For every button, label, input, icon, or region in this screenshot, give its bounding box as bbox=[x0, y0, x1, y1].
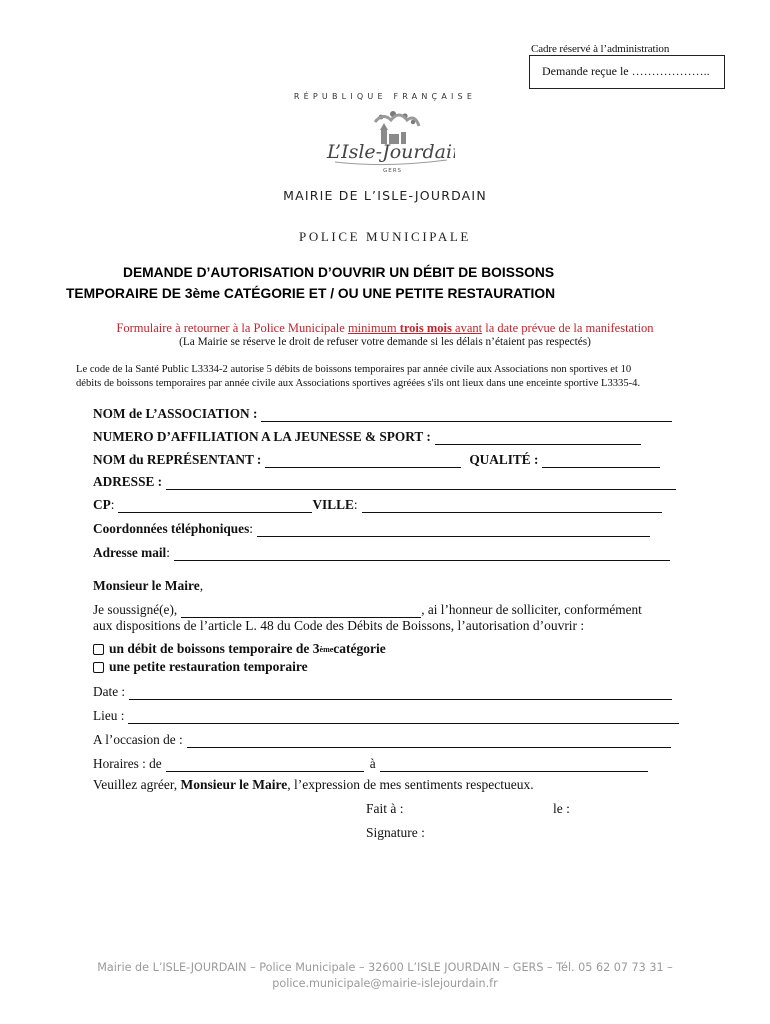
mairie-heading: MAIRIE DE L’ISLE-JOURDAIN bbox=[283, 188, 487, 203]
form-title-line-1: DEMANDE D’AUTORISATION D’OUVRIR UN DÉBIT DE BOISSONS bbox=[123, 265, 555, 280]
ville-separator: : bbox=[353, 497, 358, 512]
closing-bold: Monsieur le Maire bbox=[180, 777, 288, 792]
footer-email: police.municipale@mairie-islejourdain.fr bbox=[272, 977, 498, 990]
option-petite-restauration[interactable] bbox=[93, 659, 308, 675]
logo-mark-icon bbox=[325, 106, 455, 174]
association-label: NOM de L’ASSOCIATION : bbox=[93, 406, 258, 421]
cp-input[interactable] bbox=[118, 499, 312, 513]
option-1-start: un débit de boissons temporaire de 3 bbox=[109, 641, 320, 656]
republique-francaise: RÉPUBLIQUE FRANÇAISE bbox=[293, 92, 477, 101]
option-debit-boissons[interactable] bbox=[93, 641, 386, 657]
lieu-input[interactable] bbox=[128, 710, 679, 724]
cp-separator: : bbox=[110, 497, 115, 512]
ville-input[interactable] bbox=[362, 499, 662, 513]
form-title-line-2: TEMPORAIRE DE 3ème CATÉGORIE ET / OU UNE PETITE RESTAURATION bbox=[66, 286, 556, 301]
option-1-sup: ème bbox=[319, 644, 334, 654]
refusal-notice: (La Mairie se réserve le droit de refuser votre demande si les délais n’étaient pas respectés) bbox=[179, 336, 591, 348]
option-1-end: catégorie bbox=[333, 641, 386, 656]
adresse-field bbox=[93, 472, 676, 490]
salutation-text: Monsieur le Maire bbox=[93, 578, 200, 593]
code-text-line-2: débits de boissons temporaires par année civile aux Associations sportives agréées s'ils ont lieux dans une enceinte sportive L3335-4. bbox=[76, 378, 641, 389]
association-field bbox=[93, 404, 672, 422]
qualite-label: QUALITÉ : bbox=[469, 452, 539, 467]
fait-a-label: Fait à : bbox=[366, 801, 404, 816]
date-label: Date : bbox=[93, 684, 126, 699]
occasion-field bbox=[93, 730, 671, 748]
horaires-field bbox=[93, 754, 648, 772]
admin-caption: Cadre réservé à l’administration bbox=[531, 43, 670, 55]
horaires-a-label: à bbox=[369, 756, 376, 771]
soussigne-line bbox=[93, 600, 642, 618]
checkbox-debit-boissons[interactable] bbox=[93, 644, 104, 655]
soussigne-start: Je soussigné(e), bbox=[93, 602, 178, 617]
deadline-notice bbox=[0, 321, 770, 336]
telephone-label: Coordonnées téléphoniques bbox=[93, 521, 250, 536]
horaires-to-input[interactable] bbox=[380, 758, 648, 772]
closing-start: Veuillez agréer, bbox=[93, 777, 181, 792]
admin-box bbox=[529, 55, 725, 89]
svg-text:L’Isle-Jourdain: L’Isle-Jourdain bbox=[327, 141, 455, 163]
closing-end: , l’expression de mes sentiments respectueux. bbox=[287, 777, 534, 792]
email-input[interactable] bbox=[174, 547, 670, 561]
telephone-field bbox=[93, 519, 650, 537]
adresse-input[interactable] bbox=[166, 476, 676, 490]
association-input[interactable] bbox=[261, 408, 672, 422]
qualite-input[interactable] bbox=[542, 454, 660, 468]
occasion-label: A l’occasion de : bbox=[93, 732, 183, 747]
horaires-label: Horaires : de bbox=[93, 756, 162, 771]
signature-label: Signature : bbox=[366, 825, 425, 840]
le-label: le : bbox=[553, 801, 570, 816]
notice-avant: avant bbox=[455, 321, 483, 335]
cp-label: CP bbox=[93, 497, 111, 512]
police-heading: POLICE MUNICIPALE bbox=[299, 229, 471, 244]
salutation-comma: , bbox=[199, 578, 204, 593]
checkbox-petite-restauration[interactable] bbox=[93, 662, 104, 673]
lieu-field bbox=[93, 706, 679, 724]
ville-label: VILLE bbox=[312, 497, 354, 512]
affiliation-label: NUMERO D’AFFILIATION A LA JEUNESSE & SPORT : bbox=[93, 429, 431, 444]
date-field bbox=[93, 682, 672, 700]
option-2-label: une petite restauration temporaire bbox=[109, 659, 308, 674]
affiliation-field bbox=[93, 427, 641, 445]
received-date-text: Demande reçue le ……………….. bbox=[542, 64, 710, 78]
soussigne-name-input[interactable] bbox=[181, 604, 421, 618]
notice-trois-mois: trois mois bbox=[399, 321, 452, 335]
cp-ville-field bbox=[93, 495, 662, 513]
representant-input[interactable] bbox=[265, 454, 461, 468]
telephone-input[interactable] bbox=[257, 523, 650, 537]
dispositions-text: aux dispositions de l’article L. 48 du Code des Débits de Boissons, l’autorisation d’ouvrir : bbox=[93, 618, 585, 633]
occasion-input[interactable] bbox=[187, 734, 671, 748]
svg-text:GERS: GERS bbox=[383, 168, 403, 174]
lieu-label: Lieu : bbox=[93, 708, 125, 723]
date-input[interactable] bbox=[129, 686, 672, 700]
horaires-from-input[interactable] bbox=[166, 758, 364, 772]
representant-field bbox=[93, 450, 660, 468]
telephone-separator: : bbox=[249, 521, 253, 536]
adresse-label: ADRESSE : bbox=[93, 474, 163, 489]
code-text-line-1: Le code de la Santé Public L3334-2 autorise 5 débits de boissons temporaires par année civile aux Associations non sportives et 10 bbox=[76, 364, 632, 375]
notice-minimum: minimum bbox=[347, 321, 397, 335]
email-label: Adresse mail bbox=[93, 545, 167, 560]
notice-part-2: la date prévue de la manifestation bbox=[482, 321, 654, 335]
email-separator: : bbox=[166, 545, 170, 560]
representant-label: NOM du REPRÉSENTANT : bbox=[93, 452, 262, 467]
salutation bbox=[93, 578, 203, 594]
notice-part-1: Formulaire à retourner à la Police Municipale bbox=[116, 321, 348, 335]
affiliation-input[interactable] bbox=[435, 431, 641, 445]
soussigne-end: , ai l’honneur de solliciter, conformément bbox=[421, 602, 642, 617]
footer-address: Mairie de L’ISLE-JOURDAIN – Police Municipale – 32600 L’ISLE JOURDAIN – GERS – Tél. 05 62 07 73 31 – bbox=[97, 961, 673, 974]
closing-formula bbox=[93, 777, 534, 793]
email-field bbox=[93, 543, 670, 561]
town-logo bbox=[325, 106, 455, 174]
